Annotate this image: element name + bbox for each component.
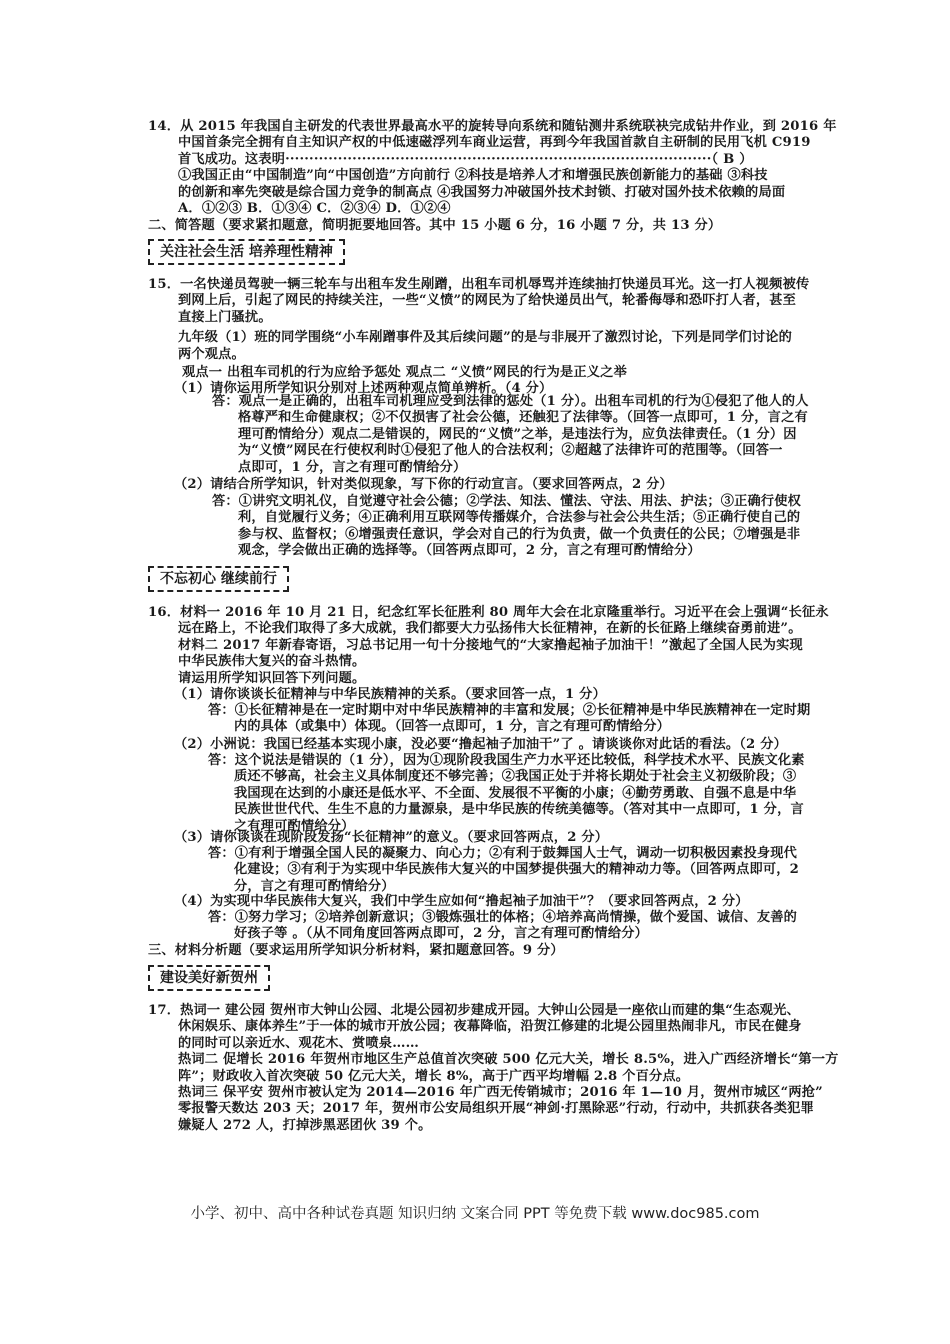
q16-answer-3 xyxy=(208,846,799,895)
answer-line: 之有理可酌情给分） xyxy=(234,818,355,834)
q15-viewpoints: 观点一 出租车司机的行为应给予惩处 观点二 “义愤”网民的行为是正义之举 xyxy=(182,365,627,381)
question-15 xyxy=(148,277,809,398)
q14-line: 首飞成功。这表明·························································································（ B ） xyxy=(178,151,753,167)
question-14 xyxy=(148,119,837,217)
q14-line: 14．从 2015 年我国自主研发的代表世界最高水平的旋转导向系统和随钻测井系统联袂完成钻井作业，到 2016 年 xyxy=(148,119,837,134)
q15-sub-question-2: （2）请结合所学知识，针对类似现象，写下你的行动宣言。（要求回答两点，2 分） xyxy=(174,477,673,492)
q17-line: 17．热词一 建公园 贺州市大钟山公园、北堤公园初步建成开园。大钟山公园是一座依山而建的集“生态观光、 xyxy=(148,1003,800,1018)
answer-line: 答：①努力学习；②培养创新意识；③锻炼强壮的体格；④培养高尚情操，做个爱国、诚信、友善的 xyxy=(208,910,798,925)
q16-answer-2 xyxy=(208,753,805,835)
footer-download-link[interactable]: 小学、初中、高中各种试卷真题 知识归纳 文案合同 PPT 等免费下载 www.doc985.com xyxy=(190,1206,760,1222)
answer-line: 答：观点一是正确的，出租车司机理应受到法律的惩处（1 分）。出租车司机的行为①侵犯了他人的人 xyxy=(212,394,809,409)
q17-line: 零报警天数达 203 天；2017 年，贺州市公安局组织开展“神剑·打黑除恶”行动，行动中，共抓获各类犯罪 xyxy=(178,1101,814,1117)
q15-stem: 直接上门骚扰。 xyxy=(178,309,272,325)
answer-line: 质还不够高，社会主义具体制度还不够完善；②我国正处于并将长期处于社会主义初级阶段；③ xyxy=(234,769,797,785)
answer-line: 观念，学会做出正确的选择等。（回答两点即可，2 分，言之有理可酌情给分） xyxy=(238,543,701,559)
answer-line: 利，自觉履行义务；④正确利用互联网等传播媒介，合法参与社会公共生活；⑤正确行使自己的 xyxy=(238,510,801,526)
q15-sub-question-1: （1）请你运用所学知识分别对上述两种观点简单辨析。（4 分） xyxy=(174,381,553,397)
topic-box-1: 关注社会生活 培养理性精神 xyxy=(148,239,345,265)
q15-stem: 到网上后，引起了网民的持续关注，一些“义愤”的网民为了给快递员出气，轮番侮辱和恐吓打人者，甚至 xyxy=(178,293,797,309)
q14-line: 中国首条完全拥有自主知识产权的中低速磁浮列车商业运营，再到今年我国首款自主研制的民用飞机 C919 xyxy=(178,135,811,151)
q17-line: 热词三 保平安 贺州市被认定为 2014—2016 年广西无传销城市；2016 年 1—10 月，贺州市城区“两抢” xyxy=(178,1085,823,1101)
q16-material: 材料二 2017 年新春寄语，习总书记用一句十分接地气的“大家撸起袖子加油干！”激起了全国人民为实现 xyxy=(178,637,803,653)
q16-sub-question-2: （2）小洲说：我国已经基本实现小康，没必要“撸起袖子加油干”了 。请谈谈你对此话的看法。（2 分） xyxy=(174,737,787,752)
q17-line: 热词二 促增长 2016 年贺州市地区生产总值首次突破 500 亿元大关，增长 8.5%，进入广西经济增长“第一方 xyxy=(178,1052,839,1068)
answer-line: 化建设；③有利于为实现中华民族伟大复兴的中国梦提供强大的精神动力等。（回答两点即可，2 xyxy=(234,862,800,878)
q16-material: 中华民族伟大复兴的奋斗热情。 xyxy=(178,654,366,670)
q17-line: 嫌疑人 272 人，打掉涉黑恶团伙 39 个。 xyxy=(178,1117,432,1133)
q15-answer-1 xyxy=(212,394,809,476)
q17-line: 的同时可以亲近水、观花木、赏喷泉…… xyxy=(178,1035,419,1051)
q16-material: 远在路上，不论我们取得了多大成就，我们都要大力弘扬伟大长征精神，在新的长征路上继续奋勇前进”。 xyxy=(178,621,802,637)
q16-instruction: 请运用所学知识回答下列问题。 xyxy=(178,670,366,686)
answer-line: 为“义愤”网民在行使权利时①侵犯了他人的合法权利；②超越了法律许可的范围等。（回答一 xyxy=(238,443,783,459)
q16-sub-question-4: （4）为实现中华民族伟大复兴，我们中学生应如何“撸起袖子加油干”？（要求回答两点，2 分） xyxy=(174,894,749,909)
answer-line: 民族世世代代、生生不息的力量源泉，是中华民族的传统美德等。（答对其中一点即可，1 分，言 xyxy=(234,802,804,818)
q14-option-line: 的创新和率先突破是综合国力竞争的制高点 ④我国努力冲破国外技术封锁、打破对国外技术依赖的局面 xyxy=(178,184,786,200)
q16-sub-question-3: （3）请你谈谈在现阶段发扬“长征精神”的意义。（要求回答两点，2 分） xyxy=(174,830,609,845)
q15-stem: 15．一名快递员驾驶一辆三轮车与出租车发生剐蹭，出租车司机辱骂并连续抽打快递员耳光。这一打人视频被传 xyxy=(148,277,810,292)
answer-line: 答：①长征精神是在一定时期中对中华民族精神的丰富和发展；②长征精神是中华民族精神在一定时期 xyxy=(208,703,811,718)
answer-line: 答：这个说法是错误的（1 分），因为①现阶段我国生产力水平还比较低，科学技术水平、民族文化素 xyxy=(208,753,805,768)
section-3-heading: 三、材料分析题（要求运用所学知识分析材料，紧扣题意回答。9 分） xyxy=(148,943,564,958)
answer-line: 我国现在达到的小康还是低水平、不全面、发展很不平衡的小康；④勤劳勇敢、自强不息是中华 xyxy=(234,785,797,801)
answer-line: 理可酌情给分）观点二是错误的，网民的“义愤”之举，是违法行为，应负法律责任。（1 分）因 xyxy=(238,426,797,442)
q14-choices: A．①②③ B．①③④ C．②③④ D．①②④ xyxy=(178,201,451,217)
section-2-heading: 二、简答题（要求紧扣题意，简明扼要地回答。其中 15 小题 6 分，16 小题 7 分，共 13 分） xyxy=(148,218,722,233)
q17-line: 阵”；财政收入首次突破 50 亿元大关，增长 8%，高于广西平均增幅 2.8 个百分点。 xyxy=(178,1068,690,1084)
answer-line: 答：①有利于增强全国人民的凝聚力、向心力；②有利于鼓舞国人士气，调动一切积极因素投身现代 xyxy=(208,846,798,861)
answer-line: 参与权、监督权；⑥增强责任意识，学会对自己的行为负责，做一个负责任的公民；⑦增强是非 xyxy=(238,526,801,542)
answer-line: 分，言之有理可酌情给分） xyxy=(234,878,395,894)
q15-stem: 两个观点。 xyxy=(178,346,245,362)
q16-answer-4 xyxy=(208,910,797,943)
topic-box-3: 建设美好新贺州 xyxy=(148,965,270,991)
q16-material: 16．材料一 2016 年 10 月 21 日，纪念红军长征胜利 80 周年大会在北京隆重举行。习近平在会上强调“长征永 xyxy=(148,605,829,620)
q16-sub-question-1: （1）请你谈谈长征精神与中华民族精神的关系。（要求回答一点，1 分） xyxy=(174,687,606,703)
question-16 xyxy=(148,605,829,703)
q16-answer-1 xyxy=(208,703,810,736)
q15-answer-2 xyxy=(212,494,801,560)
answer-line: 好孩子等 。（从不同角度回答两点即可，2 分，言之有理可酌情给分） xyxy=(234,926,648,942)
q17-line: 休闲娱乐、康体养生”于一体的城市开放公园；夜幕降临，沿贺江修建的北堤公园里热闹非凡，市民在健身 xyxy=(178,1019,802,1035)
q14-option-line: ①我国正由“中国制造”向“中国创造”方向前行 ②科技是培养人才和增强民族创新能力的基础 ③科技 xyxy=(178,168,768,184)
answer-line: 答：①讲究文明礼仪，自觉遵守社会公德；②学法、知法、懂法、守法、用法、护法；③正确行使权 xyxy=(212,494,802,509)
answer-line: 格尊严和生命健康权；②不仅损害了社会公德，还触犯了法律等。（回答一点即可，1 分，言之有 xyxy=(238,410,808,426)
topic-box-2: 不忘初心 继续前行 xyxy=(148,566,289,592)
q15-stem: 九年级（1）班的同学围绕“小车剐蹭事件及其后续问题”的是与非展开了激烈讨论，下列是同学们讨论的 xyxy=(178,330,792,346)
answer-line: 内的具体（或集中）体现。（回答一点即可，1 分，言之有理可酌情给分） xyxy=(234,719,670,735)
answer-line: 点即可，1 分，言之有理可酌情给分） xyxy=(238,459,467,475)
question-17 xyxy=(148,1003,839,1134)
